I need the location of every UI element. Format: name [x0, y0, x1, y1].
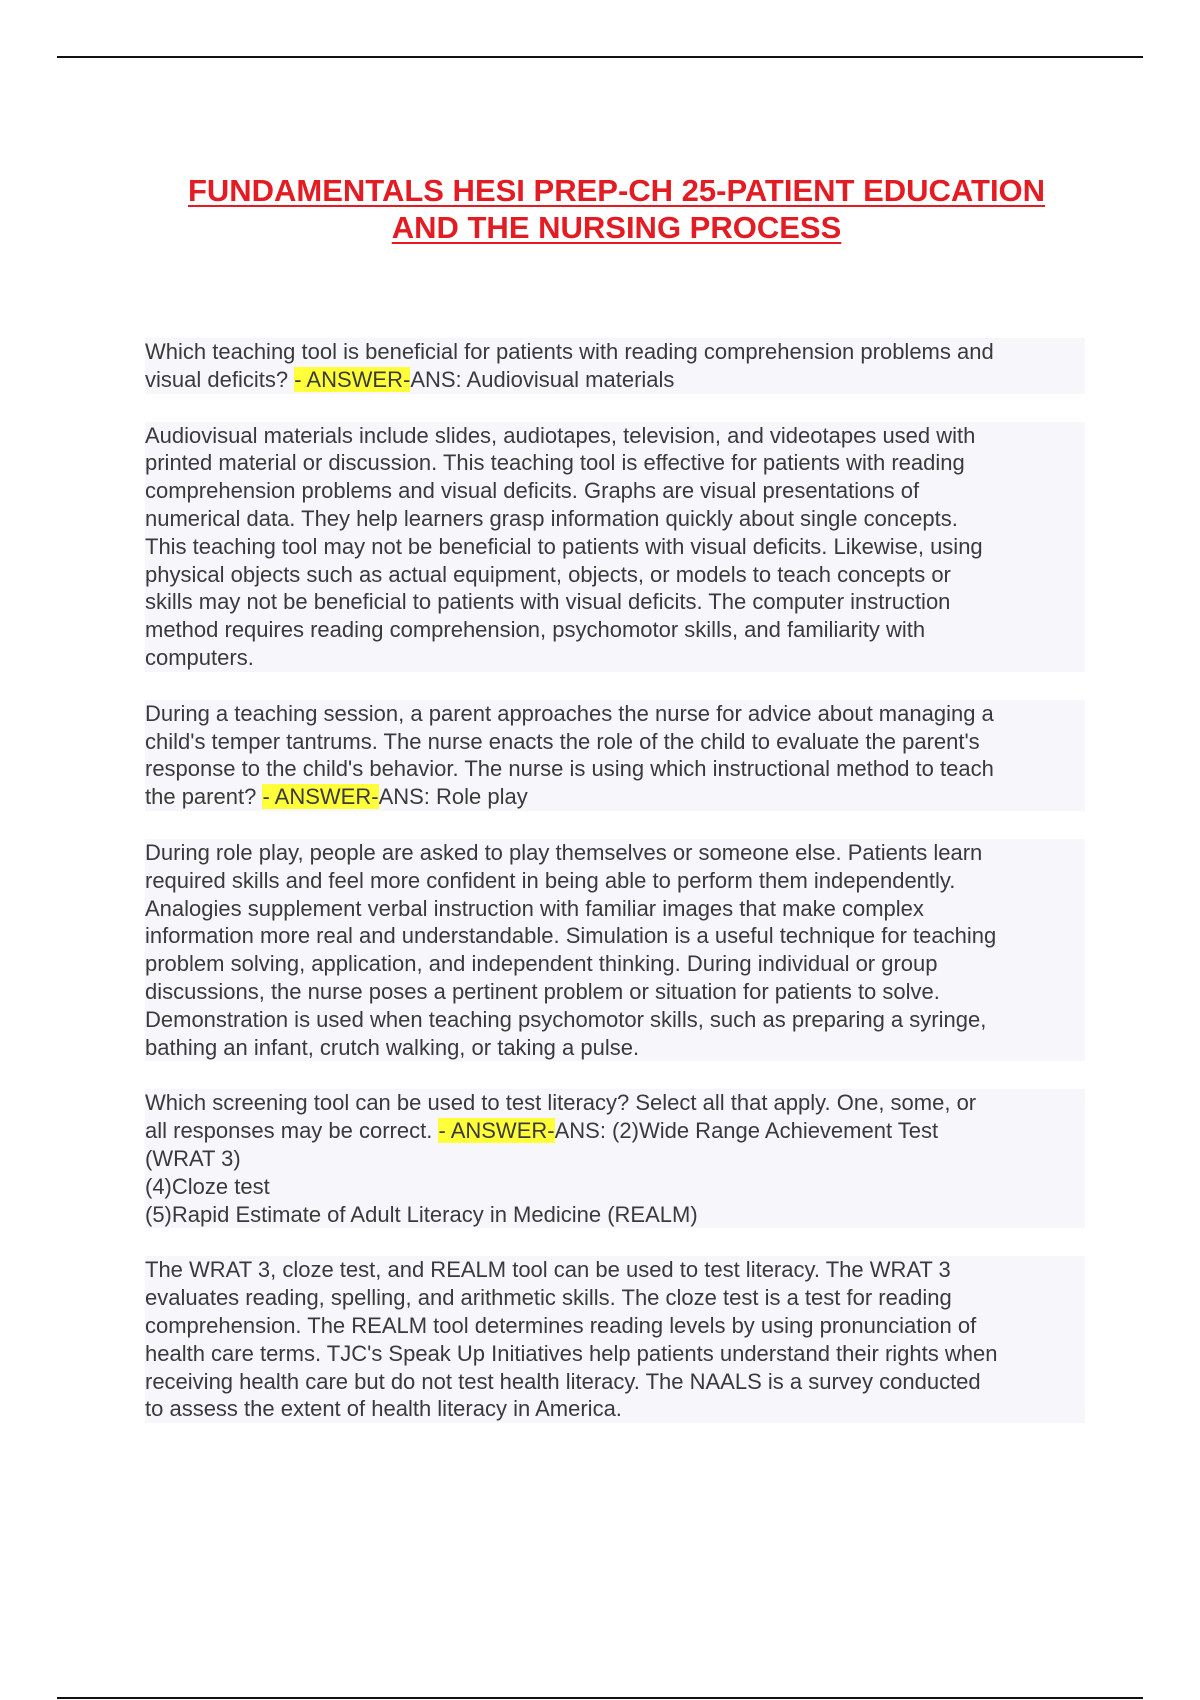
rationale-line: printed material or discussion. This teaching tool is effective for patients with reading: [145, 450, 965, 476]
rationale-1: [145, 422, 1085, 672]
rationale-line: comprehension problems and visual deficits. Graphs are visual presentations of: [145, 478, 920, 504]
answer-marker: - ANSWER-: [294, 366, 411, 392]
rationale-line: method requires reading comprehension, psychomotor skills, and familiarity with: [145, 617, 926, 643]
rationale-line: The WRAT 3, cloze test, and REALM tool can be used to test literacy. The WRAT 3: [145, 1257, 951, 1283]
question-text: all responses may be correct.: [145, 1118, 439, 1144]
rationale-line: to assess the extent of health literacy in America.: [145, 1396, 622, 1422]
rationale-line: During role play, people are asked to play themselves or someone else. Patients learn: [145, 839, 983, 865]
answer-text: ANS: Role play: [378, 784, 528, 810]
rationale-line: computers.: [145, 644, 254, 670]
answer-continuation-line: (5)Rapid Estimate of Adult Literacy in Medicine (REALM): [145, 1201, 698, 1227]
title-line-2: AND THE NURSING PROCESS: [391, 210, 842, 245]
top-rule: [57, 56, 1143, 58]
question-3: [145, 1089, 1085, 1228]
rationale-3: [145, 1256, 1085, 1423]
document-title: [100, 172, 1133, 246]
question-text: visual deficits?: [145, 366, 295, 392]
question-text-line: child's temper tantrums. The nurse enacts the role of the child to evaluate the parent's: [145, 728, 980, 754]
question-text-line: Which teaching tool is beneficial for patients with reading comprehension problems and: [145, 339, 994, 364]
document-body: [145, 338, 1085, 1451]
rationale-line: This teaching tool may not be beneficial to patients with visual deficits. Likewise, using: [145, 533, 983, 559]
answer-text: ANS: (2)Wide Range Achievement Test: [554, 1118, 939, 1144]
rationale-line: evaluates reading, spelling, and arithmetic skills. The cloze test is a test for reading: [145, 1285, 952, 1311]
question-answer-line: [145, 783, 1085, 811]
rationale-line: receiving health care but do not test health literacy. The NAALS is a survey conducted: [145, 1368, 981, 1394]
rationale-line: bathing an infant, crutch walking, or taking a pulse.: [145, 1034, 640, 1060]
answer-text: ANS: Audiovisual materials: [410, 366, 675, 392]
rationale-line: Demonstration is used when teaching psychomotor skills, such as preparing a syringe,: [145, 1006, 987, 1032]
question-text: the parent?: [145, 784, 263, 810]
rationale-line: Audiovisual materials include slides, audiotapes, television, and videotapes used with: [145, 422, 976, 448]
question-text-line: During a teaching session, a parent approaches the nurse for advice about managing a: [145, 700, 994, 726]
rationale-line: physical objects such as actual equipment, objects, or models to teach concepts or: [145, 561, 951, 587]
question-1: [145, 338, 1085, 394]
title-line-1: FUNDAMENTALS HESI PREP-CH 25-PATIENT EDUCATION: [187, 173, 1046, 208]
question-text-line: response to the child's behavior. The nurse is using which instructional method to teach: [145, 756, 994, 782]
rationale-line: information more real and understandable. Simulation is a useful technique for teaching: [145, 923, 997, 949]
rationale-line: numerical data. They help learners grasp information quickly about single concepts.: [145, 505, 958, 531]
rationale-line: health care terms. TJC's Speak Up Initiatives help patients understand their rights when: [145, 1340, 998, 1366]
rationale-line: required skills and feel more confident in being able to perform them independently.: [145, 867, 956, 893]
question-answer-line: [145, 1117, 1085, 1145]
question-2: [145, 700, 1085, 811]
rationale-line: skills may not be beneficial to patients with visual deficits. The computer instruction: [145, 589, 951, 615]
rationale-line: comprehension. The REALM tool determines reading levels by using pronunciation of: [145, 1312, 977, 1338]
question-answer-line: [145, 366, 1085, 394]
answer-marker: - ANSWER-: [262, 784, 379, 810]
rationale-line: problem solving, application, and independent thinking. During individual or group: [145, 951, 938, 977]
bottom-rule: [57, 1697, 1143, 1699]
question-text-line: Which screening tool can be used to test literacy? Select all that apply. One, some, or: [145, 1090, 977, 1116]
answer-continuation-line: (WRAT 3): [145, 1145, 241, 1171]
answer-continuation-line: (4)Cloze test: [145, 1173, 270, 1199]
rationale-2: [145, 839, 1085, 1061]
answer-marker: - ANSWER-: [438, 1118, 555, 1144]
rationale-line: Analogies supplement verbal instruction with familiar images that make complex: [145, 895, 924, 921]
rationale-line: discussions, the nurse poses a pertinent problem or situation for patients to solve.: [145, 978, 940, 1004]
